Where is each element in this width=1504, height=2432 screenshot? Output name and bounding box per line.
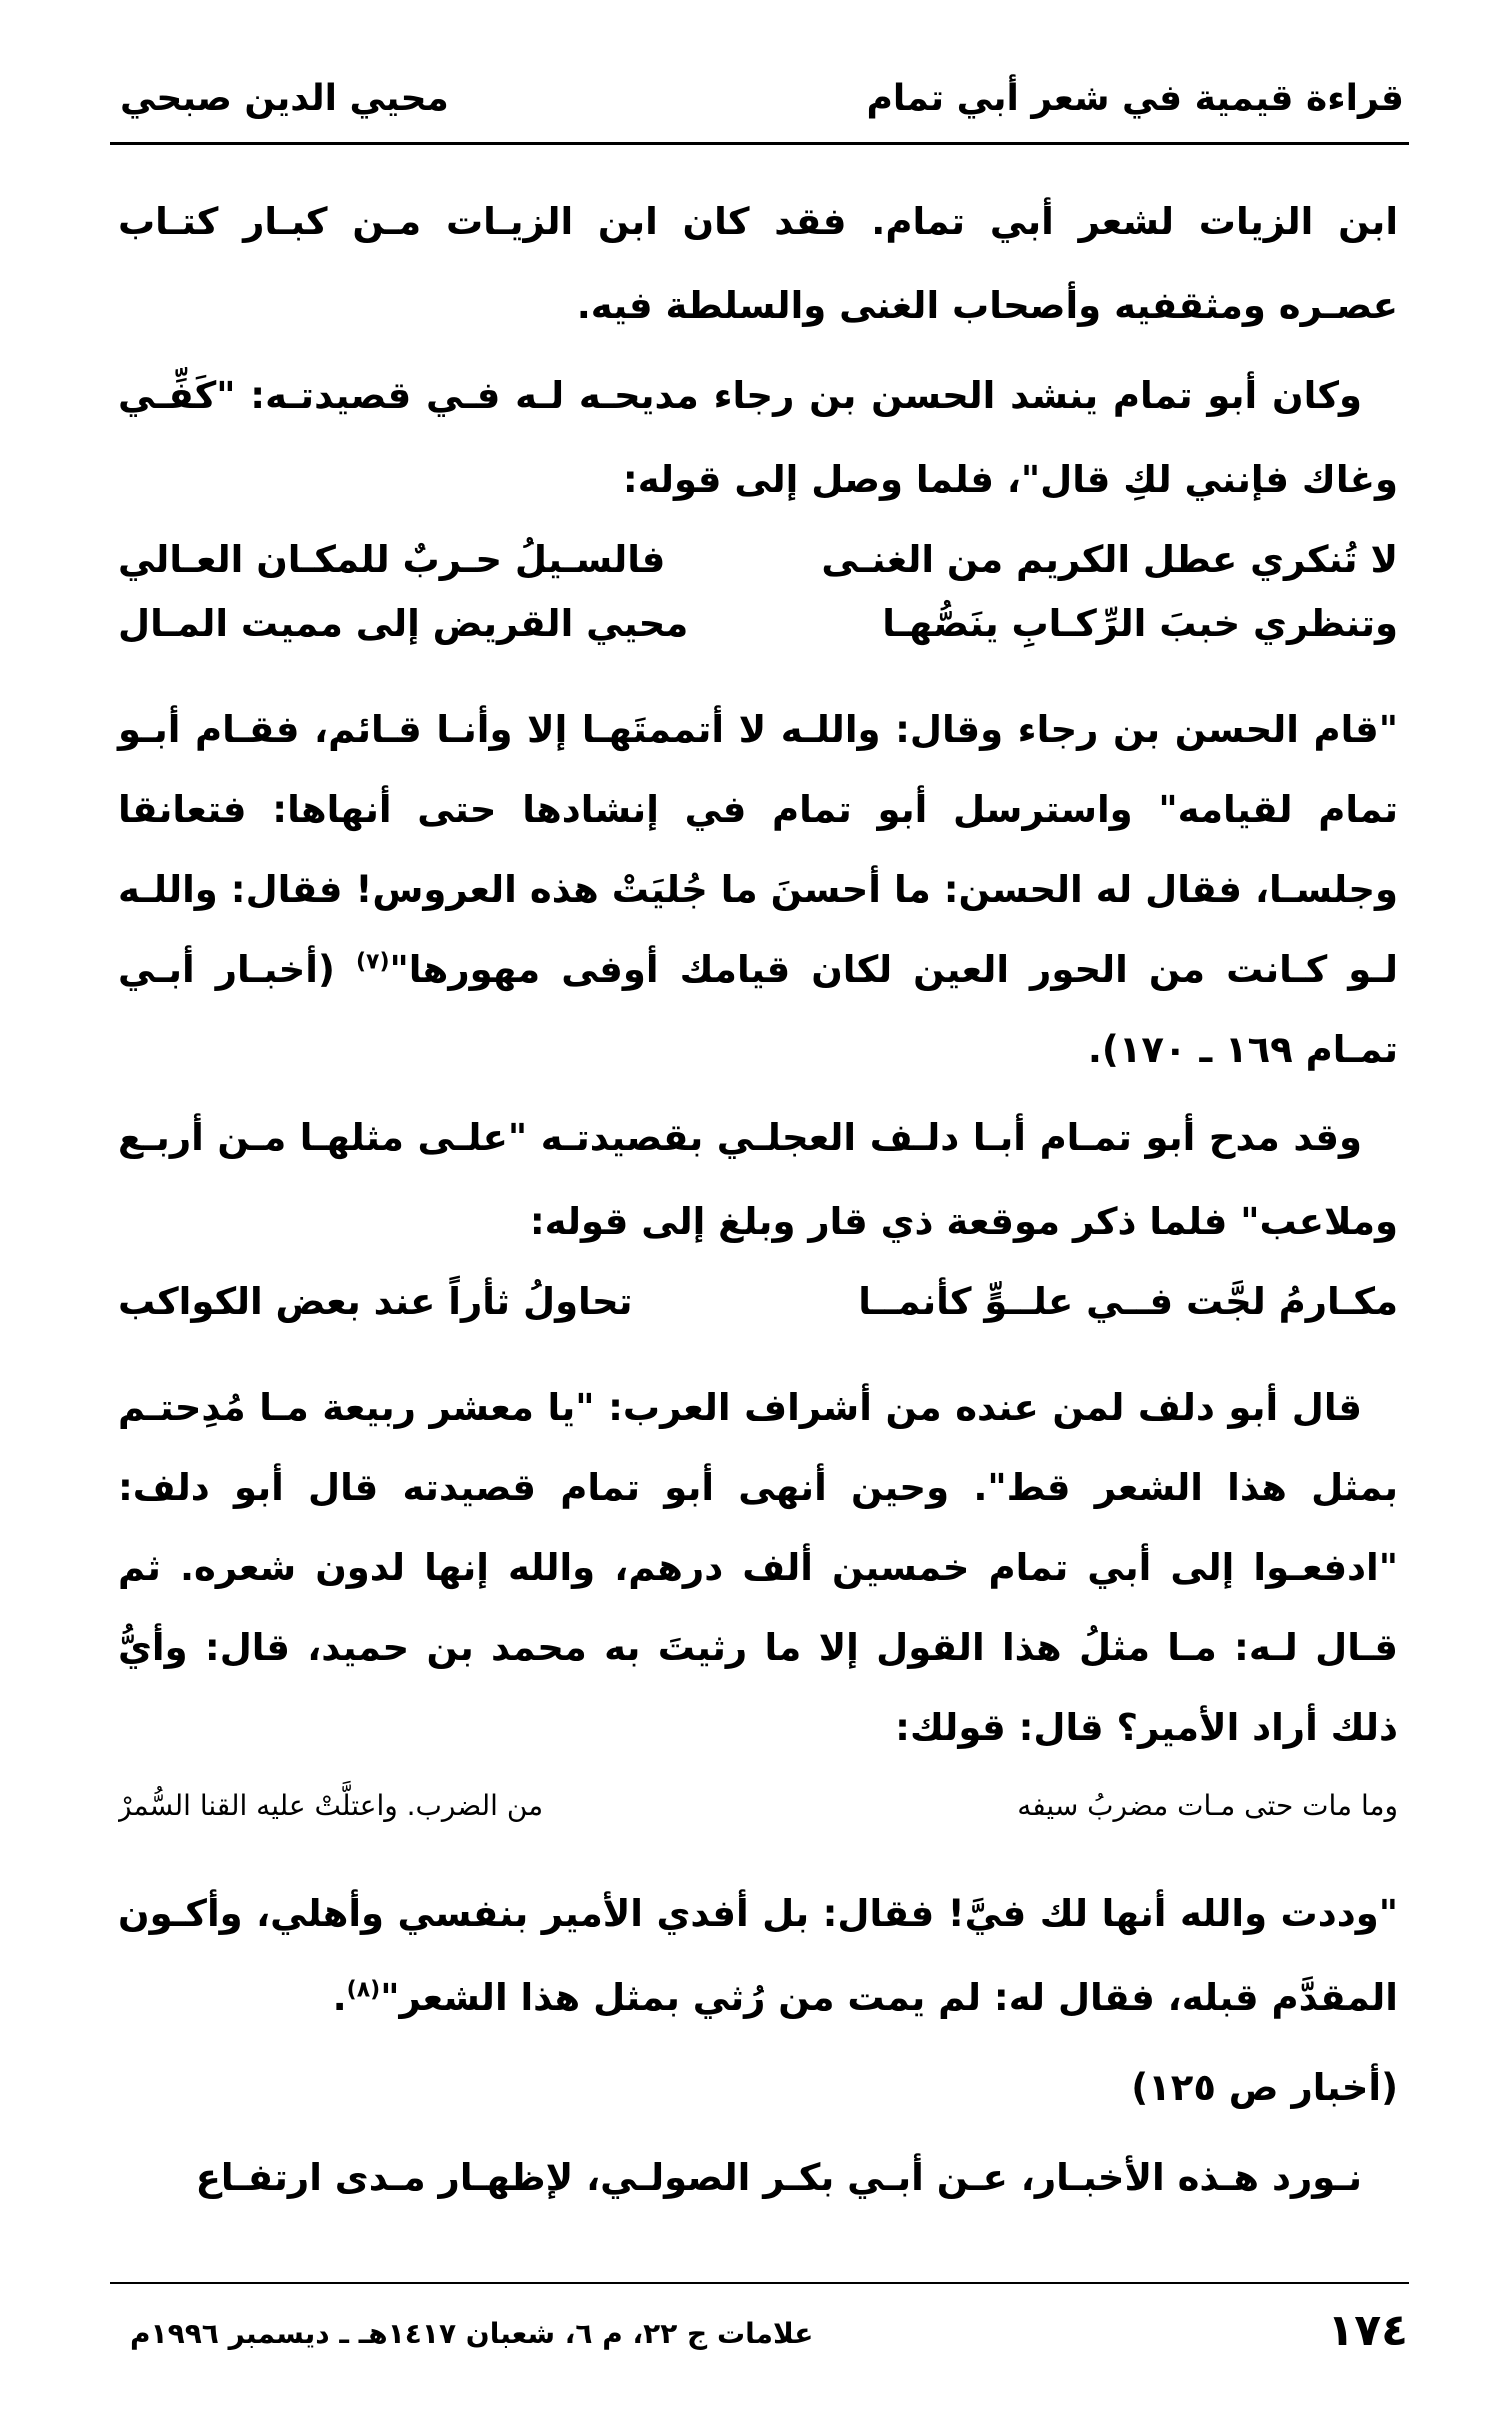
paragraph-3-citation: (أخبـار أبـي تمـام ١٦٩ ـ ١٧٠). [118, 948, 1398, 1071]
verse-hemistich-first: لا تُنكري عطل الكريم من الغنـى [821, 538, 1398, 581]
header-author: محيي الدين صبحي [120, 78, 449, 119]
paragraph-2: وكان أبو تمام ينشد الحسن بن رجاء مديحـه لـه فـي قصيدتـه: "كَفِّـي وغاك فإنني لكِ قال"، فلما وصل إلى قوله: [118, 374, 1398, 501]
verse-line [118, 1270, 1398, 1334]
page-footer [110, 2305, 1408, 2375]
header-title: قراءة قيمية في شعر أبي تمام [866, 78, 1404, 119]
paragraph-3 [118, 690, 1398, 1090]
verse-hemistich-second: فالسـيلُ حـربٌ للمكـان العـالي [118, 538, 666, 581]
verse-block-1 [118, 528, 1398, 656]
paragraph-4: وقد مدح أبو تمـام أبـا دلـف العجلـي بقصيدتـه "علـى مثلهـا مـن أربـع وملاعب" فلما ذكر موقعة ذي قار وبلغ إلى قوله: [118, 1116, 1398, 1243]
paragraph-8: نـورد هـذه الأخبـار، عـن أبـي بكـر الصولـي، لإظهـار مـدى ارتفـاع [195, 2156, 1362, 2199]
header-rule [110, 142, 1409, 145]
verse-hemistich-first: وما مات حتى مـات مضربُ سيفه [1017, 1789, 1398, 1822]
verse-hemistich-second: محيي القريض إلى مميت المـال [118, 602, 689, 645]
citation-line: (أخبار ص ١٢٥) [1131, 2066, 1398, 2109]
paragraph-6 [118, 1872, 1398, 2040]
verse-line [118, 1774, 1398, 1838]
footer-rule [110, 2282, 1409, 2284]
paragraph-1: ابن الزيات لشعر أبي تمام. فقد كان ابن الزيـات مـن كبـار كتـاب عصـره ومثقفيه وأصحاب الغنى والسلطة فيه. [118, 200, 1398, 327]
verse-hemistich-first: مكـارمُ لجَّت فــي علــوٍّ كأنمــا [858, 1280, 1398, 1323]
verse-line [118, 592, 1398, 656]
paragraph-6-text: "وددت والله أنها لك فيَّ! فقال: بل أفدي الأمير بنفسي وأهلي، وأكـون المقدَّم قبله، فقال له: لم يمت من رُثي بمثل هذا الشعر" [118, 1892, 1398, 2019]
verse-hemistich-first: وتنظري خببَ الرِّكـابِ ينَصُّهـا [882, 602, 1398, 645]
verse-hemistich-second: تحاولُ ثأراً عند بعض الكواكب [118, 1280, 633, 1323]
journal-source: علامات ج ٢٢، م ٦، شعبان ١٤١٧هـ ـ ديسمبر ١٩٩٦م [130, 2317, 814, 2350]
verse-line [118, 528, 1398, 592]
footnote-ref-7: (٧) [355, 949, 390, 975]
verse-hemistich-second: من الضرب. واعتلَّتْ عليه القنا السُّمرْ [118, 1789, 544, 1822]
paragraph-5: قال أبو دلف لمن عنده من أشراف العرب: "يا معشر ربيعة مـا مُدِحتـم بمثل هذا الشعر قط". وحين أنهى أبو تمام قصيدته قال أبو دلف: "ادفعـوا إلى أبي تمام خمسين ألف درهم، والله إنها لدون شعره. ثم قـال لـه: مـا مثلُ هذا القول إلا ما رثيتَ به محمد بن حميد، قال: وأيُّ ذلك أراد الأمير؟ قال: قولك: [118, 1386, 1398, 1749]
verse-block-3 [118, 1774, 1398, 1838]
paragraph-3-text: "قام الحسن بن رجاء وقال: واللـه لا أتممتَهـا إلا وأنـا قـائم، فقـام أبـو تمام لقيامه" واسترسل أبو تمام في إنشادها حتى أنهاها: فتعانقا وجلسـا، فقال له الحسن: ما أحسنَ ما جُليَتْ هذه العروس! فقال: واللـه لـو كـانت من الحور العين لكان قيامك أوفى مهورها" [118, 708, 1398, 991]
footnote-ref-8: (٨) [346, 1977, 381, 2003]
verse-block-2 [118, 1270, 1398, 1334]
page-number: ١٧٤ [1327, 2305, 1408, 2356]
article-body [118, 180, 1398, 2226]
paragraph-6-end: . [332, 1976, 347, 2019]
running-header [110, 70, 1404, 130]
